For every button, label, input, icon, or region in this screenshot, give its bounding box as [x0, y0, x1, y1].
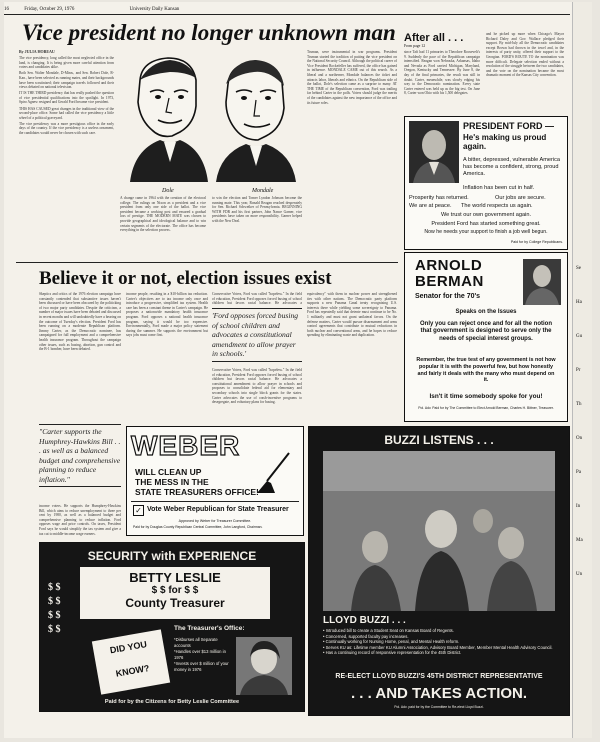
- article2-col3: Conservative Voters, Ford was called "hopeless." In the field of education, President Ford opposes forced busing of school children but favors racial balance. He advocates a constitutional amendment to allow prayer in schools and proposes to consolidate federal aid for elementary and secondary schools into single block grants for the states. Carter advocates the use of crash-incentive programs to desegregate, and voluntary plans for busing.: [212, 368, 302, 405]
- page-number: 16: [4, 7, 9, 12]
- article1-col3: to win the election and Tomer Lyndon Johnson become the running mate. This year, Ronald Reagan reached desperately for Sen. Richard Schweiker of Pennsylvania. BEGINNING WITH FDR and his first partner, John Nance Garner, vice presidents have taken on more responsibility. Garner helped with the New Deal.: [212, 196, 302, 223]
- caption-dole: Dole: [162, 188, 174, 194]
- berman-ad: [404, 252, 568, 422]
- ford-ad-line3: Prosperity has returned.: [409, 195, 469, 201]
- after-all-column: [404, 32, 564, 112]
- after-all-text-2: and he picked up more when Chicago's Mayor Richard Daley and Gov. Wallace pledged their support. By mid-July all the Democratic candidates except Brown had thrown in the towel and, in the interests of party unity, offered their support to the Georgian. FORD'S ROUTE TO the nomination was more difficult. Delegate selection ended without a resolution of the struggle between the two candidates, and the vote on the nomination became the most dramatic moment of the Kansas City convention.: [486, 32, 564, 78]
- paper-name: University Daily Kansan: [129, 7, 180, 12]
- buzzi-photo: [323, 451, 555, 611]
- leslie-name: BETTY LESLIE: [129, 570, 221, 585]
- second-headline: Believe it or not, election issues exist: [39, 268, 332, 289]
- berman-slogan: Senator for the 70's: [415, 293, 481, 300]
- weber-name: WEBER: [131, 430, 241, 461]
- article2-col3-top: Conservative Voters, Ford was called "hopeless." In the field of education, President Ford opposes forced busing of school children but favors racial balance. He advocates a: [212, 292, 302, 306]
- article1-col4: Truman, were instrumental in war programs. President Truman started the tradition of putting the vice president on the National Security Council. Although the political career of Vice President Rockefeller has suffered, the office has gained in influence. MONDALE CAME out of this search. As a liberal and a northerner, Mondale balances the ticket and attracts labor, liberals and ethnics. On the Republican side of the ballot, Dole's selection came as a surprise to many. AT THE TIME of the Republican convention, Ford was trailing far behind Carter in the polls. Voters should judge the merits of the candidates against the new importance of the office and its future roles.: [307, 50, 397, 105]
- leslie-office: County Treasurer: [125, 596, 225, 610]
- buzzi-bullet: • Has a continuing record of responsive representation for the 45th District.: [323, 650, 462, 656]
- leslie-dollars: $ $ for $ $: [151, 585, 199, 596]
- buzzi-subtitle: LLOYD BUZZI . . .: [323, 615, 406, 626]
- issue-date: Friday, October 29, 1976: [24, 7, 75, 12]
- after-all-title: After all . . .: [404, 32, 464, 44]
- ford-ad-line4: Our jobs are secure.: [495, 195, 546, 201]
- ford-ad-line6: The world respects us again.: [461, 203, 533, 209]
- berman-portrait-icon: [523, 259, 561, 305]
- berman-closing: Isn't it time somebody spoke for you!: [429, 393, 543, 400]
- buzzi-bullets: [323, 628, 555, 656]
- leslie-item: *Handles over $13 million in 1976: [174, 649, 226, 660]
- after-all-jump: From page 12: [404, 44, 426, 48]
- pull-quote-ford: 'Ford opposes forced busing of school children and advocates a constitutional amendment to allow prayer in schools.': [212, 308, 302, 362]
- article2-col4: equivalency" with them in nuclear power and strengthened ties with other nations. The Democratic party platform supports a new Panama Canal treaty recognizing U.S. interests there while yielding some sovereignty to Panama. Ford has repeatedly said that detente must continue to be No. 1 militarily and must not grant unilateral favors. On the defense matters, Carter would pursue disarmament and arms control agreements that contribute to mutual reductions in both nuclear and conventional arms, and he hopes to reduce spending by eliminating waste and duplication.: [307, 292, 397, 338]
- masthead-line: [4, 7, 564, 12]
- ford-ad: [404, 116, 568, 250]
- berman-photo: [523, 259, 561, 305]
- leslie-name-box: [80, 567, 270, 619]
- buzzi-bullet: • Concerned, supported faculty pay increases.: [323, 633, 409, 639]
- candidates-cartoon: [120, 50, 300, 188]
- ford-ad-line5: We are at peace.: [409, 203, 452, 209]
- leslie-items: [174, 637, 230, 673]
- buzzi-paid: Pol. Adv. paid for by the Committee to Re-elect Lloyd Buzzi.: [394, 705, 484, 709]
- leslie-banner: SECURITY with EXPERIENCE: [87, 549, 257, 563]
- weber-approved: Approved by Weber for Treasurer Committee.: [178, 519, 252, 523]
- leslie-paid: Paid for by the Citizens for Betty Leslie Committee: [104, 699, 240, 705]
- adjacent-page-edge: [572, 2, 592, 738]
- weber-ad: [126, 426, 304, 536]
- leslie-photo: [236, 637, 292, 695]
- ford-ad-line2: Inflation has been cut in half.: [463, 185, 535, 191]
- leslie-portrait-icon: [236, 637, 292, 695]
- byline: By JULIA HOBEAU: [19, 50, 55, 54]
- adjacent-page-fragments: Se Ha Gu Pr Th On Pa In Ma Un: [576, 266, 583, 577]
- ford-ad-line9: Now he needs your support to finish a job well begun.: [424, 229, 548, 235]
- ford-ad-line7: We trust our own government again.: [440, 212, 532, 218]
- berman-last-name: BERMAN: [415, 273, 484, 290]
- buzzi-ad: [308, 426, 570, 716]
- weber-vote: Vote Weber Republican for State Treasurer: [147, 506, 289, 513]
- berman-paid: Pol. Adv. Paid for by The Committee to Elect Arnold Berman, Charles H. Bittner, Treasurer.: [418, 406, 554, 410]
- berman-body: Only you can reject once and for all the notion that government is designed to serve only the needs of special interest groups.: [419, 321, 553, 342]
- ford-ad-line8: President Ford has started something great.: [431, 221, 541, 227]
- article2-col1: Skeptics and critics of the 1976 election campaign have constantly contended that substantive issues haven't been discussed or have been obscured by the politicking of two major party candidates. Despite the criticism, a number of major issues have been debated and discussed in recent months and will undoubtedly have a bearing on the outcome of Tuesday's election. President Ford has been running on a moderate Republican platform. Jimmy Carter, as the Democratic nominee, has campaigned for full employment and a comprehensive health insurance program. Throughout the campaign other issues, such as busing, abortion, gun control and the B-1 bomber, have been debated.: [39, 292, 121, 352]
- buzzi-crowd-photo-icon: [323, 451, 555, 611]
- ford-photo: [409, 121, 459, 183]
- pull-quote-carter: "Carter supports the Humphrey-Hawkins Bill . . . as well as a balanced budget and comprehensive planning to reduce inflation.": [39, 424, 121, 487]
- weber-paid: Paid for by Douglas County Republican Central Committee, John Langford, Chairman.: [133, 525, 263, 529]
- buzzi-bullet: • Continually working for Nursing Home, penal, and Mental Health reform.: [323, 639, 460, 645]
- leslie-ad: [39, 542, 305, 712]
- caricature-drawing: [120, 50, 300, 188]
- broom-icon: [253, 451, 297, 495]
- newspaper-page: [4, 2, 592, 738]
- leslie-item: *Invests over $ million of your money in 1976: [174, 661, 229, 672]
- buzzi-bullet: • Serves KU as: Lifetime member KU Alumni Association, Advisory Board Member, Member Mental Health Advisory Council.: [323, 644, 553, 650]
- ford-ad-line1: A bitter, depressed, vulnerable America has become a confident, strong, proud America.: [463, 157, 561, 177]
- article1-col2: A change came in 1964 with the creation of the electoral college. The rulings on Nixon as a president and a vice president from only one side of the ballot. The vice president became a working post and ensured a gradual loss of prestige. THE MODERN MATE was chosen to provide geographical and ideological balance and to win certain segments of the electorate. The office has become everything in the selection process.: [120, 196, 206, 233]
- article2-col2: income people, resulting in a $10-billion tax reduction. Carter's objectives are to tax income only once and introduce a progressive, simplified tax system. Health care has been a constant theme in Carter's campaign. He proposes a nationwide mandatory health insurance program. Ford opposes a national health insurance program, saying it would be too expensive. Environmentally, Ford made a major policy statement during the summer. He supports the environment but says jobs must come first.: [126, 292, 208, 338]
- ford-ad-title: PRESIDENT FORD —: [463, 121, 555, 131]
- article2-col1-continued: income voters. He supports the Humphrey-Hawkins Bill, which aims to reduce unemployment to three per cent by 1980, as well as a balanced budget and comprehensive planning to reduce inflation. Ford opposes wage and price controls. On taxes, President Ford says he would simplify the tax system and give a tax cut to middle-income wage earners.: [39, 504, 121, 536]
- leslie-role: The Treasurer's Office:: [174, 625, 245, 632]
- buzzi-bullet: • Introduced bill to create a Student Seat on Kansas Board of Regents.: [323, 628, 454, 633]
- weber-line3: STATE TREASURERS OFFICE!: [135, 487, 259, 497]
- ford-ad-paid: Paid for by College Republicans.: [510, 240, 563, 244]
- buzzi-cta: RE-ELECT LLOYD BUZZI'S 45TH DISTRICT REPRESENTATIVE: [335, 673, 543, 680]
- main-headline: Vice president no longer unknown man: [22, 20, 396, 45]
- after-all-text: since Taft had 11 primaries to Theodore Roosevelt's 9. Suddenly the pace of the Republican campaign intensified. Reagan won Nebraska, Arkansas, Idaho and Nevada as Ford carried Michigan, Maryland, Oregon, Kentucky and Tennessee. By June 8, the day of the final primaries, the result was still in doubt. Carter, meanwhile, was slowly edging his way to the Democratic nomination. Every state Carter entered was held up as the big test. On June 8, Carter won Ohio with his 1,500 delegates.: [404, 50, 480, 96]
- article1-col1: By JULIA HOBEAU The vice presidency, long called the most neglected office in the land, is changing. It is being given more careful attention from voters and candidates alike. Both Sen. Walter Mondale, D-Minn., and Sen. Robert Dole, R-Kan., have been selected as running mates, and their backgrounds have been scrutinized; their campaign travels followed and their views debated on national television. IT IS THE THIRD presidency that has really pushed the question of vice presidential qualifications into the spotlight. In 1973, Spiro Agnew resigned and Gerald Ford became vice president. THIS HAS CAUSED great changes in the traditional view of the second-place office. Some had called the vice presidency a little wheel of a political graveyard. The vice presidency was a more prestigious office in the early days of the country. If the vice presidency is a useless ornament, the candidates would never be chosen with such care.: [19, 50, 114, 135]
- berman-speaks: Speaks on the Issues: [455, 309, 517, 315]
- weber-line2: THE MESS IN THE: [135, 477, 209, 487]
- ford-portrait-icon: [409, 121, 459, 183]
- leslie-item: *Disburses all Separate accounts: [174, 637, 218, 648]
- checkbox-icon: ✓: [133, 505, 144, 516]
- berman-body-2: Remember, the true test of any government is not how popular it is with the powerful few, but how honestly and fairly it deals with the many who must depend on it.: [416, 357, 556, 384]
- ford-ad-subtitle: He's making us proud again.: [463, 133, 547, 151]
- leslie-question: DID YOU KNOW?: [92, 629, 170, 694]
- berman-first-name: ARNOLD: [415, 257, 483, 274]
- buzzi-action: . . . AND TAKES ACTION.: [350, 685, 528, 702]
- caption-mondale: Mondale: [252, 188, 274, 194]
- weber-line1: WILL CLEAN UP: [135, 467, 202, 477]
- buzzi-title: BUZZI LISTENS . . .: [384, 433, 494, 447]
- dollar-signs-decoration: $ $ $ $ $ $ $ $: [48, 582, 61, 635]
